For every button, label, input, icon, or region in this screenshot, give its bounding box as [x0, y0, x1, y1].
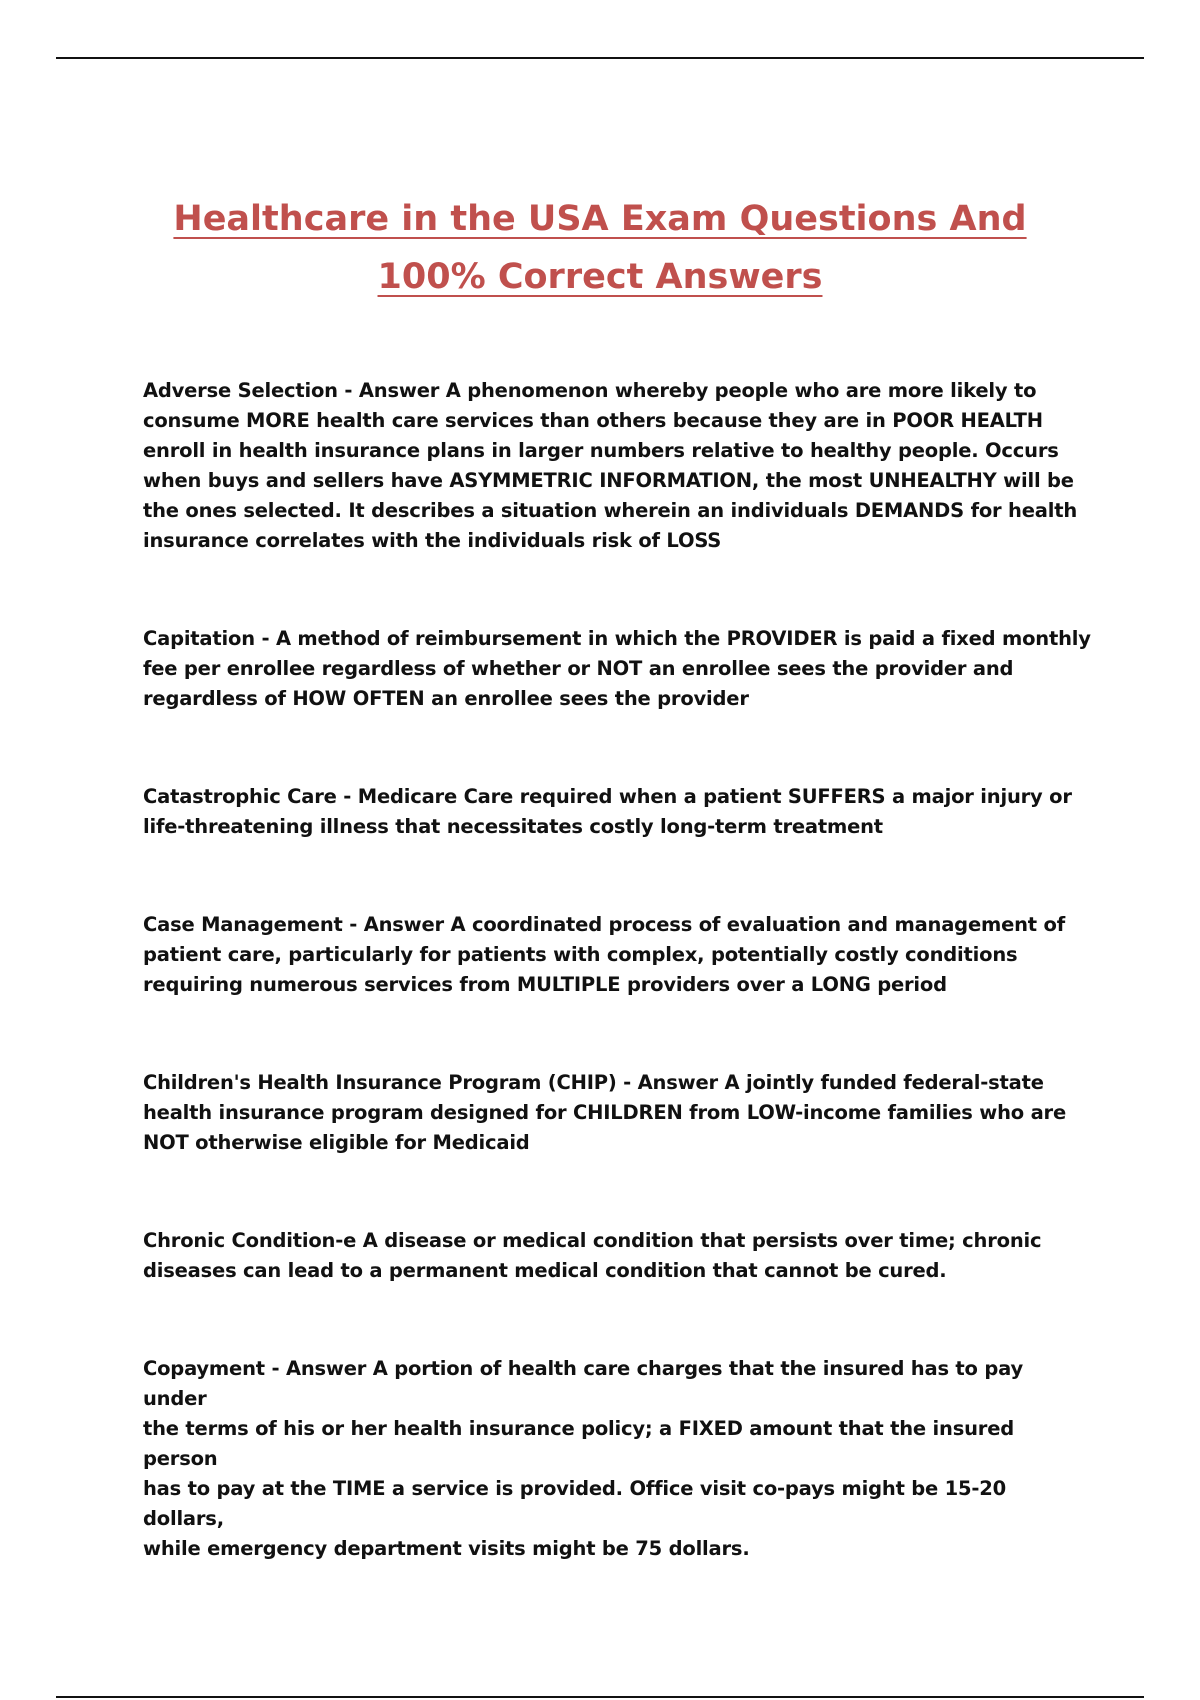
- title-line-2: 100% Correct Answers: [377, 257, 823, 297]
- entry-chip: Children's Health Insurance Program (CHIP) - Answer A jointly funded federal-state health insurance program designed for CHILDREN from LOW-income families who are NOT otherwise eligible for Medicaid: [143, 1071, 1066, 1154]
- entry-case-management: Case Management - Answer A coordinated process of evaluation and management of patient care, particularly for patients with complex, potentially costly conditions requiring numerous services from MULTIPLE providers over a LONG period: [143, 913, 1065, 996]
- entry-adverse-selection: Adverse Selection - Answer A phenomenon whereby people who are more likely to consume MORE health care services than others because they are in POOR HEALTH enroll in health insurance plans in larger numbers relative to healthy people. Occurs when buys and sellers have ASYMMETRIC INFORMATION, the most UNHEALTHY will be the ones selected. It describes a situation wherein an individuals DEMANDS for health insurance correlates with the individuals risk of LOSS: [143, 379, 1078, 552]
- top-divider: [56, 57, 1144, 59]
- document-title: [140, 190, 1060, 306]
- entry-capitation: Capitation - A method of reimbursement in which the PROVIDER is paid a fixed monthly fee per enrollee regardless of whether or NOT an enrollee sees the provider and regardless of HOW OFTEN an enrollee sees the provider: [143, 627, 1091, 710]
- glossary-entries: [143, 376, 1093, 1564]
- title-line-1: Healthcare in the USA Exam Questions And: [173, 199, 1027, 239]
- entry-catastrophic-care: Catastrophic Care - Medicare Care required when a patient SUFFERS a major injury or life-threatening illness that necessitates costly long-term treatment: [143, 785, 1072, 838]
- bottom-divider: [56, 1696, 1144, 1698]
- entry-chronic-condition: Chronic Condition-e A disease or medical condition that persists over time; chronic diseases can lead to a permanent medical condition that cannot be cured.: [143, 1229, 1042, 1282]
- entry-copayment: Copayment - Answer A portion of health care charges that the insured has to pay under the terms of his or her health insurance policy; a FIXED amount that the insured person has to pay at the TIME a service is provided. Office visit co-pays might be 15-20 dollars, while emergency department visits might be 75 dollars.: [143, 1357, 1023, 1560]
